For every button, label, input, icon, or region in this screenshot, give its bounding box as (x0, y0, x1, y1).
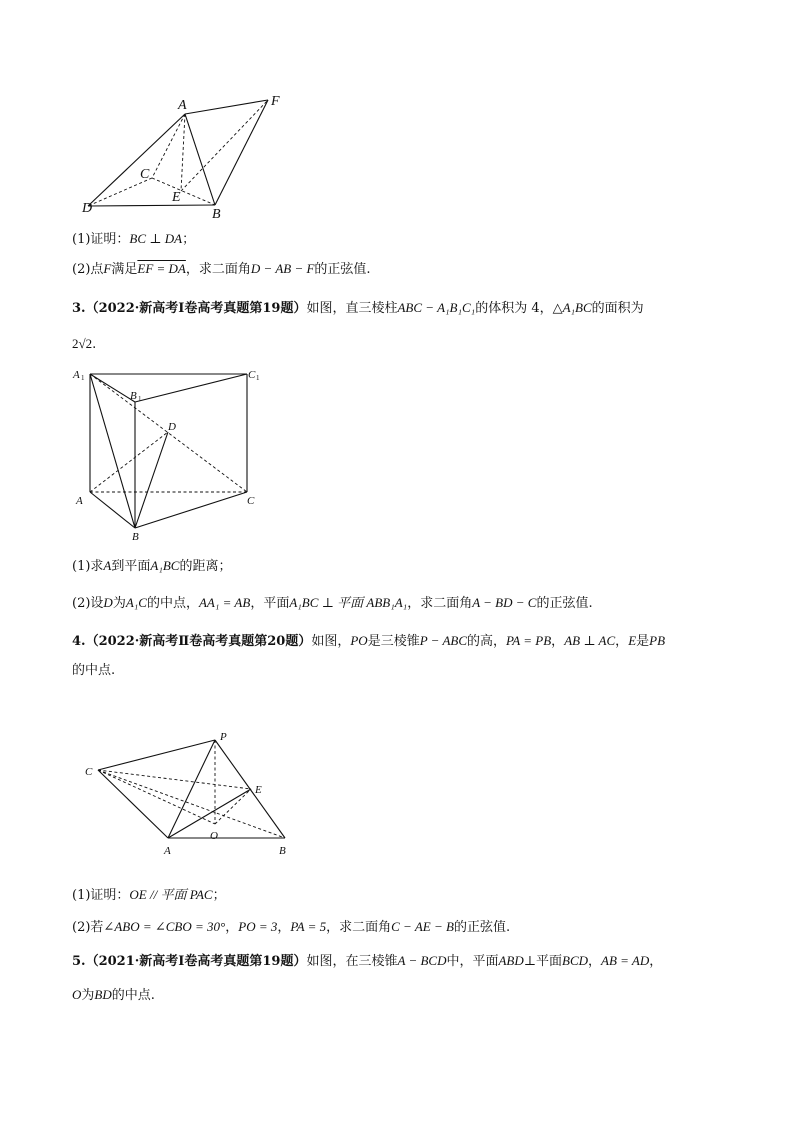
fig4-edge-CO (98, 770, 215, 824)
p2-question-2: (2)点F满足EF = DA，求二面角D − AB − F的正弦值. (72, 261, 371, 277)
fig1-edge-EF (181, 100, 268, 191)
p4-question-2: (2)若∠ABO = ∠CBO = 30°，PO = 3，PA = 5，求二面角C − AE − B的正弦值. (72, 919, 511, 935)
figure-3-right-prism (70, 362, 270, 542)
p3-stem-line-1: 3.（2022·新高考Ⅰ卷高考真题第19题）如图，直三棱柱ABC − A₁B₁C₁的体积为 4，△A₁BC的面积为 (72, 300, 644, 316)
fig4-edge-CE (98, 770, 251, 789)
fig3-label-A: A (76, 495, 83, 507)
fig1-label-B: B (212, 207, 221, 222)
fig4-edge-CP (98, 740, 215, 770)
figure-1-quadrilateral-pyramid (70, 88, 300, 228)
fig4-label-C: C (85, 766, 93, 778)
fig1-edge-AB (185, 114, 215, 205)
p5-stem-line-1: 5.（2021·新高考Ⅰ卷高考真题第19题）如图，在三棱锥A − BCD中，平面ABD⊥平面BCD，AB = AD， (72, 953, 663, 969)
fig3-label-B1-sub: 1 (138, 395, 142, 403)
p3-stem-line-2: 2√2. (72, 336, 97, 352)
p4-stem-line-1: 4.（2022·新高考Ⅱ卷高考真题第20题）如图，PO是三棱锥P − ABC的高，PA = PB，AB ⊥ AC，E是PB (72, 633, 666, 649)
fig3-label-C: C (247, 495, 255, 507)
fig1-label-E: E (172, 190, 181, 205)
fig3-edge-AB (90, 492, 135, 528)
fig3-edge-BC (135, 492, 247, 528)
fig3-label-D: D (168, 421, 176, 433)
fig4-edge-CB (98, 770, 285, 838)
fig3-label-B: B (132, 531, 139, 543)
p3-question-1: (1)求A到平面A₁BC的距离； (72, 558, 232, 574)
fig1-label-C: C (140, 167, 150, 182)
fig4-label-P: P (220, 731, 227, 743)
fig4-edge-CA (98, 770, 168, 838)
fig3-label-C1-sub: 1 (256, 374, 260, 382)
fig1-edge-AF (185, 100, 268, 114)
p4-stem-line-2: 的中点. (72, 663, 116, 678)
fig3-label-A1-sub: 1 (81, 374, 85, 382)
fig1-edge-AE (181, 114, 185, 191)
fig3-edge-B1C1 (135, 374, 247, 402)
fig4-edge-PA (168, 740, 215, 838)
fig3-label-B1: B (130, 390, 137, 402)
fig4-label-O: O (210, 830, 218, 842)
p2-question-1: (1)证明：BC ⊥ DA； (72, 231, 196, 247)
fig1-label-D: D (82, 201, 93, 216)
fig1-edge-FB (215, 100, 268, 205)
fig1-edge-CD (88, 178, 152, 206)
fig3-edge-AD (90, 432, 168, 492)
fig3-label-C1: C (248, 369, 256, 381)
p4-question-1: (1)证明：OE // 平面 PAC； (72, 887, 226, 903)
p5-stem-line-2: O为BD的中点. (72, 987, 155, 1003)
fig1-label-A: A (178, 98, 187, 113)
fig1-edge-AC (152, 114, 185, 178)
p3-question-2: (2)设D为A₁C的中点，AA₁ = AB，平面A₁BC ⊥ 平面 ABB₁A₁，求二面角A − BD − C的正弦值. (72, 595, 593, 611)
figure-4-triangular-pyramid (80, 730, 300, 860)
fig4-label-E: E (255, 784, 262, 796)
fig4-label-B: B (279, 845, 286, 857)
fig1-edge-CB (152, 178, 215, 205)
fig3-edge-BD (135, 432, 168, 528)
fig3-label-A1: A (73, 369, 80, 381)
fig1-edge-DB (88, 205, 215, 206)
fig3-edge-A1B (90, 374, 135, 528)
fig1-edge-DA (88, 114, 185, 206)
fig1-label-F: F (271, 94, 280, 109)
fig4-label-A: A (164, 845, 171, 857)
